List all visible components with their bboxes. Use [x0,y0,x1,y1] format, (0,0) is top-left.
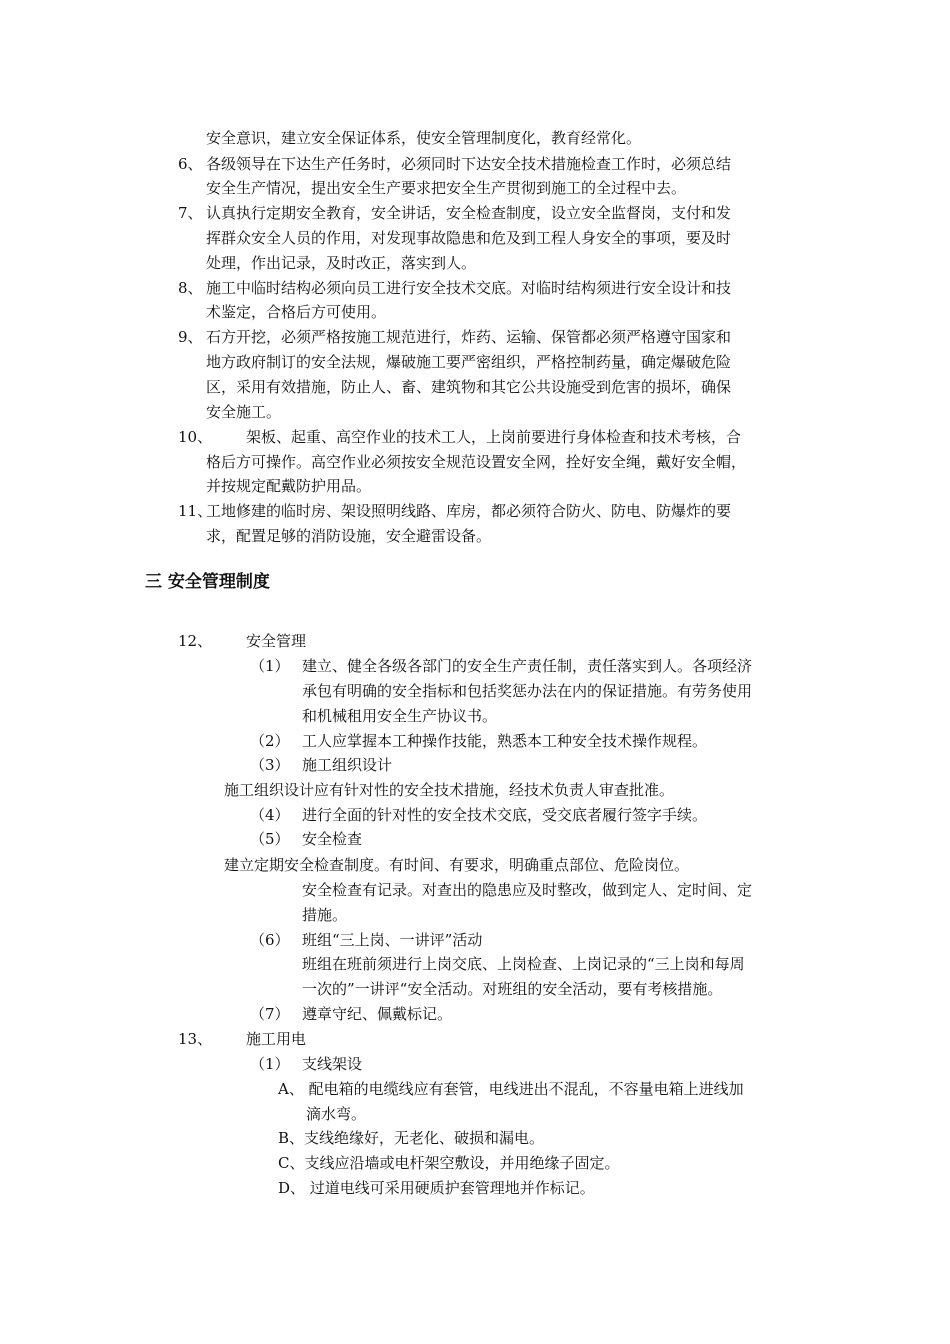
item-9-number: 9、 [178,328,203,346]
item-9-line: 地方政府制订的安全法规，爆破施工要严密组织，严格控制药量，确定爆破危险 [206,353,732,371]
item-12-sub1-line: 和机械租用安全生产协议书。 [302,707,498,725]
item-13-title: 施工用电 [246,1030,307,1048]
item-11-line: 工地修建的临时房、架设照明线路、库房，都必须符合防火、防电、防爆炸的要 [206,502,732,520]
item-9-line: 安全施工。 [206,403,282,421]
item-12-sub6-body: 班组在班前须进行上岗交底、上岗检查、上岗记录的“三上岗和每周 [302,955,745,973]
item-12-number: 12、 [178,632,213,650]
item-13-number: 13、 [178,1030,213,1048]
item-10-line: 格后方可操作。高空作业必须按安全规范设置安全网，拴好安全绳，戴好安全帽， [206,453,747,471]
section-heading: 三 安全管理制度 [145,572,270,592]
item-12-sub6-text: 班组“三上岗、一讲评”活动 [302,931,483,949]
item-12-title: 安全管理 [246,632,307,650]
item-13-d-line: D、 过道电线可采用硬质护套管理地并作标记。 [278,1179,595,1197]
item-10-line: 并按规定配戴防护用品。 [206,477,372,495]
item-12-sub5-number: （5） [250,830,290,848]
item-8-line: 术鉴定，合格后方可使用。 [206,303,387,321]
item-7-line: 认真执行定期安全教育，安全讲话，安全检查制度，设立安全监督岗，支付和发 [206,204,732,222]
item-13-c-line: C、支线应沿墙或电杆架空敷设，并用绝缘子固定。 [278,1154,620,1172]
item-10-line: 架板、起重、高空作业的技术工人，上岗前要进行身体检查和技术考核，合 [246,428,742,446]
item-12-sub7-text: 遵章守纪、佩戴标记。 [302,1005,453,1023]
item-12-sub3-text: 施工组织设计 [302,756,393,774]
item-12-sub6-body: 一次的”一讲评“安全活动。对班组的安全活动，要有考核措施。 [302,980,723,998]
item-12-sub5-body: 建立定期安全检查制度。有时间、有要求，明确重点部位、危险岗位。 [224,856,690,874]
continuation-line: 安全意识，建立安全保证体系，使安全管理制度化，教育经常化。 [206,129,642,147]
item-12-sub5-text: 安全检查 [302,830,363,848]
item-13-sub1-text: 支线架设 [302,1055,363,1073]
item-12-sub3-body: 施工组织设计应有针对性的安全技术措施，经技术负责人审查批准。 [224,781,675,799]
item-13-a-line: A、 配电箱的电缆线应有套管，电线进出不混乱，不容量电箱上进线加 [278,1080,744,1098]
item-12-sub4-text: 进行全面的针对性的安全技术交底，受交底者履行签字手续。 [302,806,708,824]
item-7-number: 7、 [178,204,203,222]
item-6-number: 6、 [178,155,203,173]
item-13-a-line: 滴水弯。 [306,1105,367,1123]
item-12-sub1-line: 建立、健全各级各部门的安全生产责任制，责任落实到人。各项经济 [302,657,753,675]
item-12-sub4-number: （4） [250,806,290,824]
item-11-line: 求，配置足够的消防设施，安全避雷设备。 [206,527,492,545]
item-13-sub1-number: （1） [250,1055,290,1073]
item-7-line: 挥群众安全人员的作用，对发现事故隐患和危及到工程人身安全的事项，要及时 [206,229,732,247]
item-12-sub2-text: 工人应掌握本工种操作技能，熟悉本工种安全技术操作规程。 [302,732,708,750]
item-13-b-line: B、支线绝缘好，无老化、破损和漏电。 [278,1129,545,1147]
item-8-number: 8、 [178,279,203,297]
item-9-line: 石方开挖，必须严格按施工规范进行，炸药、运输、保管都必须严格遵守国家和 [206,328,732,346]
item-12-sub1-number: （1） [250,657,290,675]
item-7-line: 处理，作出记录，及时改正，落实到人。 [206,254,477,272]
item-10-number: 10、 [178,428,213,446]
item-8-line: 施工中临时结构必须向员工进行安全技术交底。对临时结构须进行安全设计和技 [206,279,732,297]
item-12-sub3-number: （3） [250,756,290,774]
item-12-sub5-body: 措施。 [302,906,348,924]
item-11-number: 11、 [178,502,213,520]
item-9-line: 区，采用有效措施，防止人、畜、建筑物和其它公共设施受到危害的损坏，确保 [206,378,732,396]
item-12-sub1-line: 承包有明确的安全指标和包括奖惩办法在内的保证措施。有劳务使用 [302,682,753,700]
item-12-sub7-number: （7） [250,1005,290,1023]
item-6-line: 各级领导在下达生产任务时，必须同时下达安全技术措施检查工作时，必须总结 [206,155,732,173]
item-12-sub5-body: 安全检查有记录。对查出的隐患应及时整改，做到定人、定时间、定 [302,881,753,899]
item-12-sub6-number: （6） [250,931,290,949]
item-6-line: 安全生产情况，提出安全生产要求把安全生产贯彻到施工的全过程中去。 [206,179,687,197]
item-12-sub2-number: （2） [250,732,290,750]
